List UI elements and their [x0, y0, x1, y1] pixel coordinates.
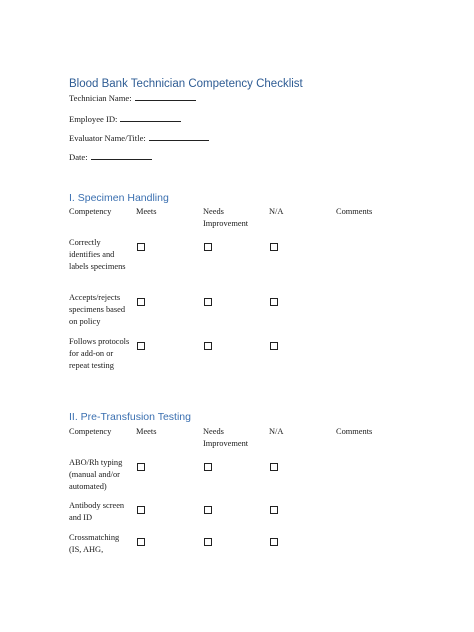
- table-row-competency: Accepts/rejects specimens based on policy: [69, 293, 126, 326]
- empty-checkbox-icon: [137, 342, 145, 350]
- table-row-competency: Follows protocols for add-on or repeat testing: [69, 337, 130, 370]
- empty-checkbox-icon: [137, 538, 145, 546]
- section-specimen-handling-title: I. Specimen Handling: [69, 192, 169, 204]
- section-pre-transfusion-title: II. Pre-Transfusion Testing: [69, 411, 191, 423]
- technician-name-label: Technician Name:: [69, 93, 132, 103]
- meets-checkbox[interactable]: [137, 293, 145, 311]
- needs-improvement-checkbox[interactable]: [204, 458, 212, 476]
- na-checkbox[interactable]: [270, 501, 278, 519]
- table-row-competency: Correctly identifies and labels specimens: [69, 238, 126, 271]
- table-row-competency: ABO/Rh typing (manual and/or automated): [69, 458, 123, 491]
- header-comments: Comments: [336, 207, 373, 216]
- empty-checkbox-icon: [270, 538, 278, 546]
- header-na: N/A: [269, 427, 284, 436]
- na-checkbox[interactable]: [270, 458, 278, 476]
- date-blank[interactable]: [91, 152, 152, 160]
- technician-name-field: [69, 93, 196, 103]
- date-field: [69, 152, 152, 162]
- meets-checkbox[interactable]: [137, 458, 145, 476]
- empty-checkbox-icon: [270, 463, 278, 471]
- needs-improvement-checkbox[interactable]: [204, 293, 212, 311]
- employee-id-field: [69, 114, 181, 124]
- meets-checkbox[interactable]: [137, 337, 145, 355]
- na-checkbox[interactable]: [270, 238, 278, 256]
- header-meets: Meets: [136, 207, 157, 216]
- empty-checkbox-icon: [137, 298, 145, 306]
- empty-checkbox-icon: [204, 463, 212, 471]
- empty-checkbox-icon: [204, 506, 212, 514]
- empty-checkbox-icon: [204, 538, 212, 546]
- meets-checkbox[interactable]: [137, 533, 145, 551]
- empty-checkbox-icon: [270, 342, 278, 350]
- needs-improvement-checkbox[interactable]: [204, 501, 212, 519]
- header-meets: Meets: [136, 427, 157, 436]
- header-needs-improvement: Needs Improvement: [203, 207, 249, 228]
- empty-checkbox-icon: [137, 463, 145, 471]
- na-checkbox[interactable]: [270, 337, 278, 355]
- employee-id-label: Employee ID:: [69, 114, 118, 124]
- needs-improvement-checkbox[interactable]: [204, 337, 212, 355]
- table-row-competency: Antibody screen and ID: [69, 501, 125, 522]
- evaluator-name-field: [69, 133, 209, 143]
- document-title: Blood Bank Technician Competency Checklist: [69, 78, 303, 90]
- meets-checkbox[interactable]: [137, 238, 145, 256]
- header-competency: Competency: [69, 427, 112, 436]
- empty-checkbox-icon: [137, 506, 145, 514]
- na-checkbox[interactable]: [270, 533, 278, 551]
- empty-checkbox-icon: [204, 342, 212, 350]
- header-comments: Comments: [336, 427, 373, 436]
- evaluator-name-blank[interactable]: [149, 133, 209, 141]
- header-needs-improvement: Needs Improvement: [203, 427, 249, 448]
- technician-name-blank[interactable]: [135, 93, 196, 101]
- empty-checkbox-icon: [270, 298, 278, 306]
- na-checkbox[interactable]: [270, 293, 278, 311]
- meets-checkbox[interactable]: [137, 501, 145, 519]
- evaluator-name-label: Evaluator Name/Title:: [69, 133, 146, 143]
- table-row-competency: Crossmatching (IS, AHG,: [69, 533, 120, 554]
- empty-checkbox-icon: [270, 243, 278, 251]
- date-label: Date:: [69, 152, 88, 162]
- empty-checkbox-icon: [204, 243, 212, 251]
- employee-id-blank[interactable]: [120, 114, 181, 122]
- empty-checkbox-icon: [270, 506, 278, 514]
- header-competency: Competency: [69, 207, 112, 216]
- empty-checkbox-icon: [204, 298, 212, 306]
- header-na: N/A: [269, 207, 284, 216]
- empty-checkbox-icon: [137, 243, 145, 251]
- needs-improvement-checkbox[interactable]: [204, 238, 212, 256]
- needs-improvement-checkbox[interactable]: [204, 533, 212, 551]
